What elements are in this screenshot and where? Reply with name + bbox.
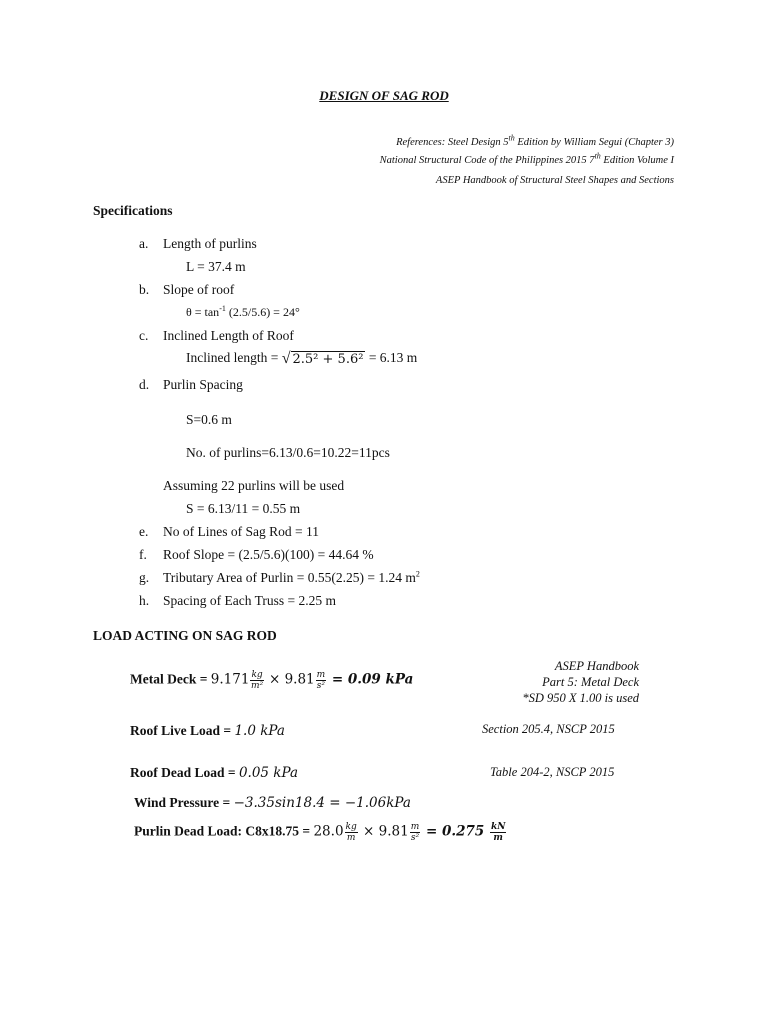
spec-d-final: S = 6.13/11 = 0.55 m: [186, 501, 301, 516]
page-title: DESIGN OF SAG ROD: [319, 88, 449, 103]
spec-h: h. Spacing of Each Truss = 2.25 m: [139, 593, 336, 608]
spec-e: e. No of Lines of Sag Rod = 11: [139, 524, 319, 539]
metal-deck-load: Metal Deck = 9.171 $\frac{kg}{\text{m²}}$ × 9.81 $\frac{m}{\text{s²}}$ = 0.09 kPa: [130, 670, 414, 691]
unit-fraction: $\frac{m}{\text{s²}}$: [316, 670, 326, 691]
spec-d-purlins: No. of purlins=6.13/0.6=10.22=11pcs: [186, 445, 390, 460]
spec-f: f. Roof Slope = (2.5/5.6)(100) = 44.64 %: [139, 547, 374, 562]
spec-a-value: L = 37.4 m: [186, 259, 246, 274]
loads-heading: LOAD ACTING ON SAG ROD: [93, 628, 277, 643]
spec-b-value: $\theta = \tan^{-1} (2.5/5.6) = 24^\circ$: [186, 304, 300, 319]
square-root: √ 2.5² + 5.6²: [281, 350, 364, 367]
specifications-heading: Specifications: [93, 203, 173, 218]
reference-2: National Structural Code of the Philippines 2015 7th Edition Volume I: [379, 151, 674, 166]
unit-fraction: $\frac{m}{\text{s²}}$: [410, 822, 420, 843]
spec-a: a. Length of purlins: [139, 236, 257, 251]
spec-d: d. Purlin Spacing: [139, 377, 243, 392]
spec-d-spacing: S=0.6 m: [186, 412, 232, 427]
unit-fraction: $\frac{kg}{\text{m²}}$: [250, 670, 264, 691]
spec-c-value: Inclined length = √ 2.5² + 5.6² = 6.13 m: [186, 350, 418, 367]
metal-deck-note-2: Part 5: Metal Deck: [542, 675, 639, 689]
unit-fraction: $\frac{kN}{m}$: [490, 822, 506, 843]
unit-fraction: $\frac{kg}{m}$: [345, 822, 357, 843]
spec-c: c. Inclined Length of Roof: [139, 328, 294, 343]
reference-1: References: Steel Design 5th Edition by William Segui (Chapter 3): [396, 133, 674, 148]
metal-deck-note-3: *SD 950 X 1.00 is used: [522, 691, 639, 705]
roof-dead-note: Table 204-2, NSCP 2015: [490, 765, 615, 779]
wind-pressure: Wind Pressure = −3.35sin18.4 = −1.06kPa: [134, 795, 411, 811]
metal-deck-note-1: ASEP Handbook: [554, 659, 639, 673]
roof-live-load: Roof Live Load = 1.0 kPa: [130, 723, 285, 739]
spec-g: g. Tributary Area of Purlin = 0.55(2.25) = 1.24 $m^2$: [139, 569, 420, 585]
reference-3: ASEP Handbook of Structural Steel Shapes and Sections: [435, 175, 674, 186]
purlin-dead-load: Purlin Dead Load: C8x18.75 = 28.0 $\frac{kg}{m}$ × 9.81 $\frac{m}{\text{s²}}$ = 0.275 $\frac{kN}{m}$: [134, 822, 506, 843]
roof-live-note: Section 205.4, NSCP 2015: [482, 722, 615, 736]
roof-dead-load: Roof Dead Load = 0.05 kPa: [130, 765, 299, 781]
spec-d-assume: Assuming 22 purlins will be used: [163, 478, 345, 493]
spec-b: b. Slope of roof: [139, 282, 235, 297]
